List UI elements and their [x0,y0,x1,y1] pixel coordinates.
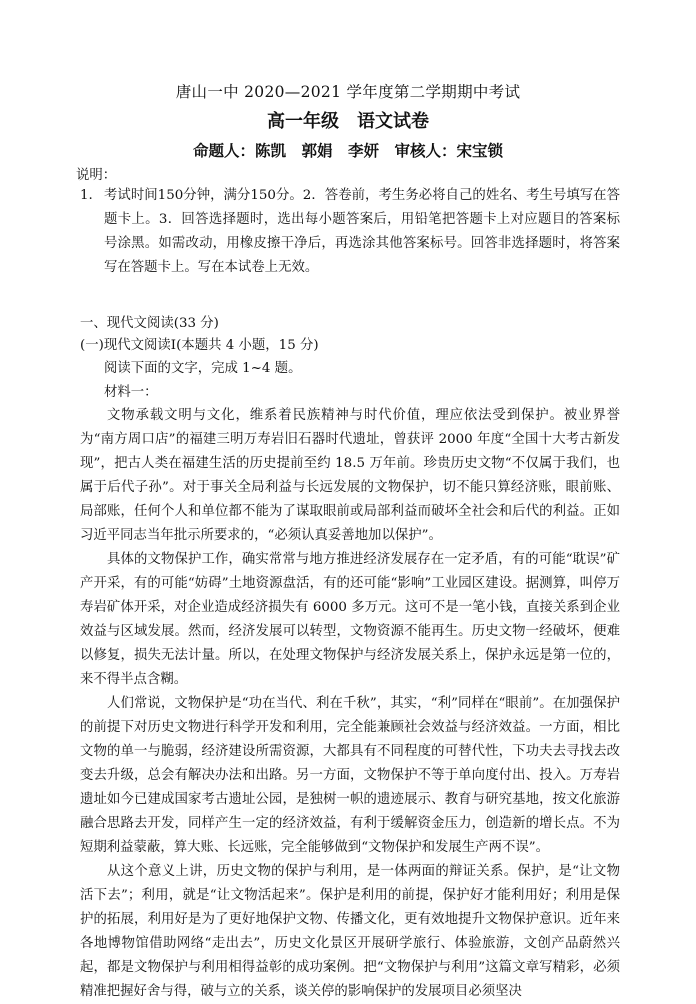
authors-line: 命题人：陈凯 郭娟 李妍 审核人：宋宝锁 [192,142,503,160]
passage-paragraph: 文物承载文明与文化，维系着民族精神与时代价值，理应依法受到保护。被业界誉为“南方周口店”的福建三明万寿岩旧石器时代遗址，曾获评 2000 年度“全国十大考古新发现”，把古人类在福建生活的历史提前至约 18.5 万年前。珍贵历史文物“不仅属于我们，也属于后代子孙”。对于事关全局利益与长远发展的文物保护，切不能只算经济账，眼前账、局部账，任何个人和单位都不能为了谋取眼前或局部利益而破坏全社会和后代的利益。正如习近平同志当年批示所要求的，“必须认真妥善地加以保护”。 [80,408,620,543]
section-subheading: (一)现代文阅读Ⅰ(本题共 4 小题，15 分) [80,338,319,353]
passage-paragraph: 人们常说，文物保护是“功在当代、利在千秋”，其实，“利”同样在“眼前”。在加强保护的前提下对历史文物进行科学开发和利用，完全能兼顾社会效益与经济效益。一方面，相比文物的单一与脆弱，经济建设所需资源，大都具有不同程度的可替代性，下功夫去寻找去改变去升级，总会有解决办法和出路。另一方面，文物保护不等于单向度付出、投入。万寿岩遗址如今已建成国家考古遗址公园，是独树一帜的遗迹展示、教育与研究基地，按文化旅游融合思路去开发，同样产生一定的经济效益，有利于缓解资金压力，创造新的增长点。不为短期利益蒙蔽，算大账、长远账，完全能够做到“文物保护和发展生产两不误”。 [80,696,620,855]
reading-instruction: 阅读下面的文字，完成 1~4 题。 [104,361,302,376]
subject-title: 高一年级 语文试卷 [267,111,429,132]
passage-paragraph: 具体的文物保护工作，确实常常与地方推进经济发展存在一定矛盾，有的可能“耽误”矿产开采，有的可能“妨碍”土地资源盘活，有的还可能“影响”工业园区建设。据测算，叫停万寿岩矿体开采，对企业造成经济损失有 6000 多万元。这可不是一笔小钱，直接关系到企业效益与区域发展。然而，经济发展可以转型，文物资源不能再生。历史文物一经破坏，便难以修复，损失无法计量。所以，在处理文物保护与经济发展关系上，保护永远是第一位的，来不得半点含糊。 [80,552,620,687]
notes-item-text: 考试时间150分钟，满分150分。2．答卷前，考生务必将自己的姓名、考生号填写在答题卡上。3．回答选择题时，选出每小题答案后，用铅笔把答题卡上对应题目的答案标号涂黑。如需改动，用橡皮擦干净后，再选涂其他答案标号。回答非选择题时，将答案写在答题卡上。写在本试卷上无效。 [104,188,620,275]
section-heading: 一、现代文阅读(33 分) [80,316,219,331]
reading-passage [80,404,620,1004]
exam-title: 唐山一中 2020—2021 学年度第二学期期中考试 [175,83,521,101]
material-label: 材料一： [104,385,158,400]
passage-paragraph: 从这个意义上讲，历史文物的保护与利用，是一体两面的辩证关系。保护，是“让文物活下去”；利用，就是“让文物活起来”。保护是利用的前提，保护好才能利用好；利用是保护的拓展，利用好是为了更好地保护文物、传播文化，更有效地提升文物保护意识。近年来各地博物馆借助网络“走出去”，历史文化景区开展研学旅行、体验旅游，文创产品蔚然兴起，都是文物保护与利用相得益彰的成功案例。把“文物保护与利用”这篇文章写精彩，必须精准把握好舍与得，破与立的关系，谈关停的影响保护的发展项目必须坚决 [80,864,620,999]
notes-item-number: 1. [80,188,93,203]
notes-item [80,184,620,280]
notes-label: 说明： [76,168,117,183]
